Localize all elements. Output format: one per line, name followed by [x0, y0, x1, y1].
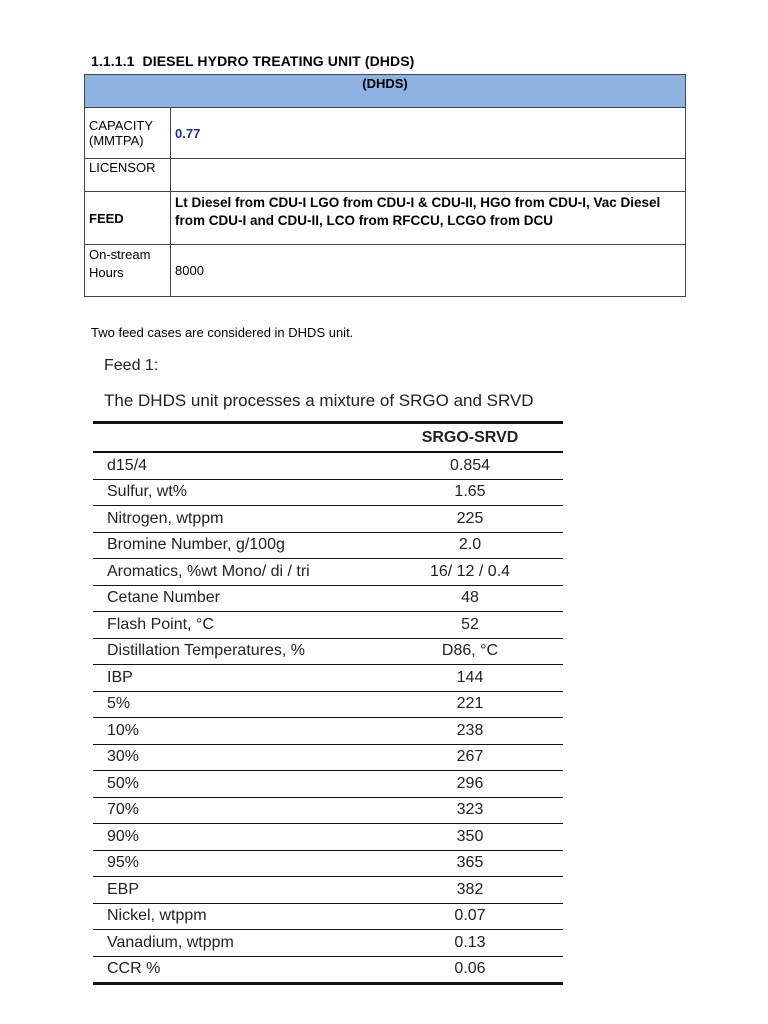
property-name: Bromine Number, g/100g: [93, 532, 377, 559]
property-name: d15/4: [93, 452, 377, 479]
capacity-value: 0.77: [171, 108, 686, 159]
table-row: [93, 877, 563, 904]
property-value: 350: [377, 824, 563, 851]
property-value: 382: [377, 877, 563, 904]
table-row: [85, 192, 686, 245]
property-name: 70%: [93, 797, 377, 824]
property-value: 365: [377, 850, 563, 877]
table-row: [93, 612, 563, 639]
property-name: Nitrogen, wtppm: [93, 506, 377, 533]
properties-body: [93, 452, 563, 984]
property-value: 0.854: [377, 452, 563, 479]
table-row: [93, 559, 563, 586]
srgo-srvd-column-header: SRGO-SRVD: [377, 423, 563, 453]
feed-label: FEED: [85, 192, 171, 245]
table-row: [93, 930, 563, 957]
table-row: [93, 718, 563, 745]
table-row: [93, 638, 563, 665]
property-name: Flash Point, °C: [93, 612, 377, 639]
table-row: [93, 744, 563, 771]
onstream-hours-value: 8000: [171, 245, 686, 297]
property-value: 221: [377, 691, 563, 718]
property-value: 1.65: [377, 479, 563, 506]
property-name: Distillation Temperatures, %: [93, 638, 377, 665]
property-value: 323: [377, 797, 563, 824]
table-row: [93, 797, 563, 824]
section-heading: [91, 53, 414, 69]
property-name: 10%: [93, 718, 377, 745]
property-value: 225: [377, 506, 563, 533]
property-value: 296: [377, 771, 563, 798]
section-title: DIESEL HYDRO TREATING UNIT (DHDS): [142, 53, 415, 69]
table-row: [93, 665, 563, 692]
property-name: EBP: [93, 877, 377, 904]
feed-cases-paragraph: Two feed cases are considered in DHDS unit.: [91, 325, 354, 340]
property-value: 238: [377, 718, 563, 745]
property-value: 0.13: [377, 930, 563, 957]
property-name: Cetane Number: [93, 585, 377, 612]
property-name: Nickel, wtppm: [93, 903, 377, 930]
property-value: 0.06: [454, 960, 486, 978]
property-name: IBP: [93, 665, 377, 692]
property-column-header: [93, 423, 377, 453]
property-value: 144: [377, 665, 563, 692]
table-row: [93, 532, 563, 559]
feed-description: The DHDS unit processes a mixture of SRGO and SRVD: [104, 391, 534, 410]
property-name: 90%: [93, 824, 377, 851]
section-number: 1.1.1.1: [91, 53, 135, 69]
property-value: 267: [377, 744, 563, 771]
properties-header-row: [93, 423, 563, 453]
table-row: [85, 108, 686, 159]
info-table-header: (DHDS): [85, 75, 686, 108]
table-row: [93, 506, 563, 533]
property-name: 5%: [93, 691, 377, 718]
licensor-value: [171, 159, 686, 192]
table-row: [93, 691, 563, 718]
property-value: 2.0: [377, 532, 563, 559]
property-value: 0.07: [377, 903, 563, 930]
feed-title: Feed 1:: [104, 357, 159, 374]
capacity-label: CAPACITY (MMTPA): [85, 108, 171, 159]
table-row: [93, 824, 563, 851]
property-value: 16/ 12 / 0.4: [377, 559, 563, 586]
property-name: Vanadium, wtppm: [93, 930, 377, 957]
table-row: [93, 850, 563, 877]
table-row: [93, 771, 563, 798]
licensor-label: LICENSOR: [85, 159, 171, 192]
table-row: [93, 479, 563, 506]
onstream-hours-label: On-stream Hours: [85, 245, 171, 297]
property-name: Aromatics, %wt Mono/ di / tri: [93, 559, 377, 586]
feed-value: Lt Diesel from CDU-I LGO from CDU-I & CDU-II, HGO from CDU-I, Vac Diesel from CDU-I and CDU-II, LCO from RFCCU, LCGO from DCU: [171, 192, 686, 245]
table-row: [93, 452, 563, 479]
property-value: 52: [377, 612, 563, 639]
property-name: 95%: [93, 850, 377, 877]
property-name: CCR %: [107, 960, 161, 978]
property-name: Sulfur, wt%: [93, 479, 377, 506]
property-value: 48: [377, 585, 563, 612]
info-table-header-row: [85, 75, 686, 108]
table-row: [93, 903, 563, 930]
unit-info-table: [84, 74, 686, 297]
table-row: [93, 956, 563, 984]
table-row: [85, 159, 686, 192]
property-value: D86, °C: [377, 638, 563, 665]
table-row: [85, 245, 686, 297]
table-row: [93, 585, 563, 612]
property-name: 30%: [93, 744, 377, 771]
feed-properties-table: [93, 421, 563, 985]
property-name: 50%: [93, 771, 377, 798]
